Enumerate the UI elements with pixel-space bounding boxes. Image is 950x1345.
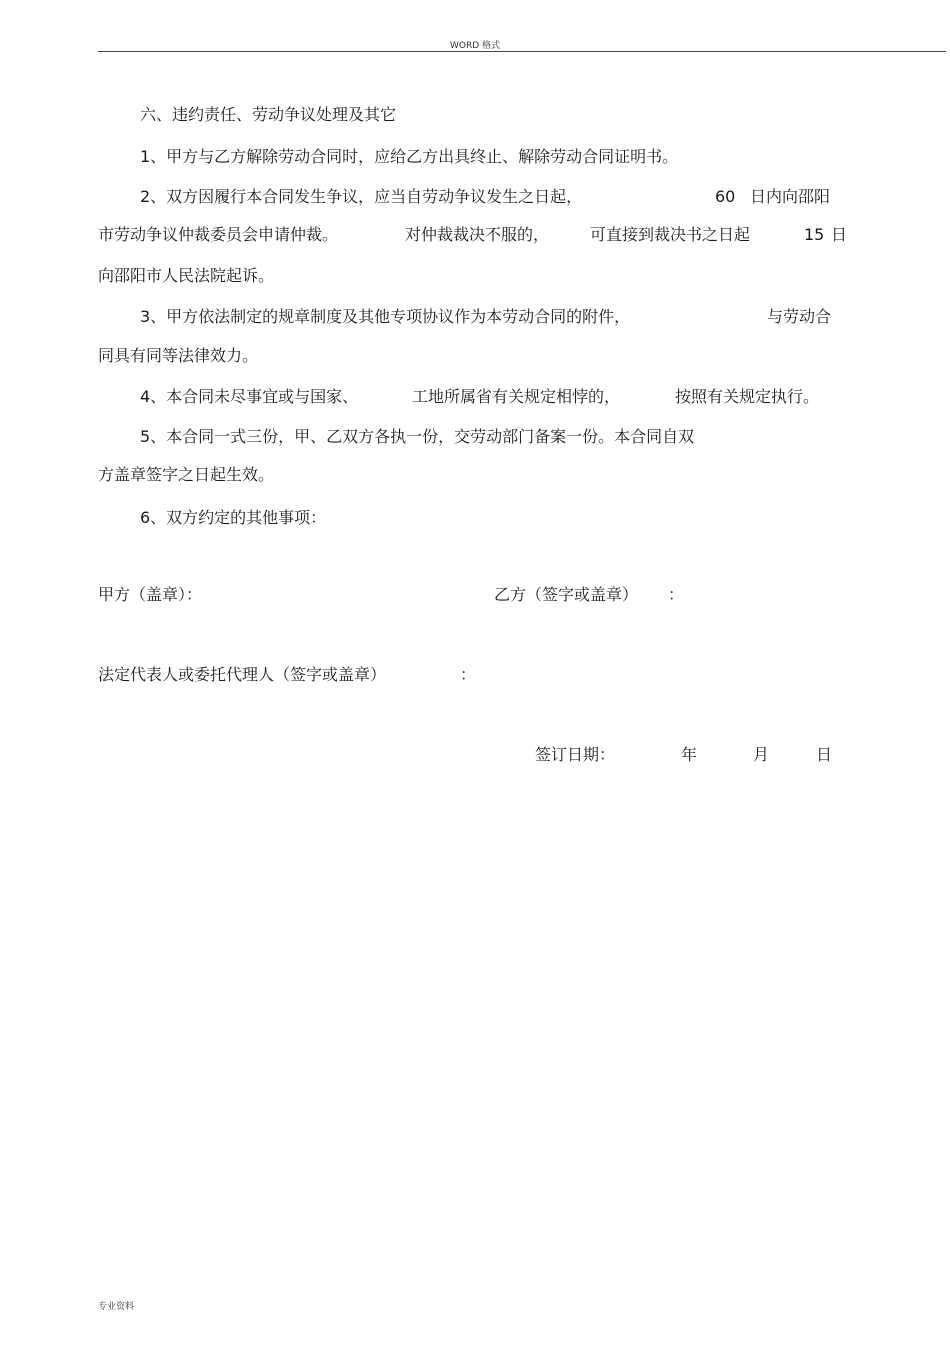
- clause-3-line-1a: 3、甲方依法制定的规章制度及其他专项协议作为本劳动合同的附件，: [140, 307, 631, 326]
- clause-1: 1、甲方与乙方解除劳动合同时，应给乙方出具终止、解除劳动合同证明书。: [140, 147, 679, 166]
- date-year-label: 年: [681, 745, 698, 764]
- page-footer: 专业资料: [98, 1302, 135, 1312]
- sign-date-label: 签订日期：: [535, 745, 616, 764]
- clause-2-line-2b: 对仲裁裁决不服的，: [405, 225, 550, 244]
- clause-6: 6、双方约定的其他事项：: [140, 508, 327, 527]
- legal-rep-colon: ：: [460, 665, 477, 684]
- section-title: 六、违约责任、劳动争议处理及其它: [140, 105, 397, 124]
- legal-rep-sign-label: 法定代表人或委托代理人（签字或盖章）: [98, 665, 387, 684]
- clause-5-line-1: 5、本合同一式三份，甲、乙双方各执一份，交劳动部门备案一份。本合同自双: [140, 427, 695, 446]
- clause-4-part-c: 按照有关规定执行。: [675, 387, 820, 406]
- party-b-sign-label: 乙方（签字或盖章）: [494, 585, 639, 604]
- clause-2-days-15: 15: [804, 225, 825, 244]
- clause-2-line-2c: 可直接到裁决书之日起: [590, 225, 751, 244]
- party-a-seal-label: 甲方（盖章）：: [98, 585, 203, 604]
- header-rule: [98, 51, 946, 52]
- clause-2-line-1c: 日内向邵阳: [750, 187, 831, 206]
- clause-5-line-2: 方盖章签字之日起生效。: [98, 465, 275, 484]
- clause-2-line-1a: 2、双方因履行本合同发生争议，应当自劳动争议发生之日起，: [140, 187, 583, 206]
- clause-2-line-2e: 日: [831, 225, 848, 244]
- clause-3-line-2: 同具有同等法律效力。: [98, 346, 259, 365]
- party-b-colon: ：: [668, 585, 685, 604]
- clause-4-part-b: 工地所属省有关规定相悖的，: [412, 387, 621, 406]
- page-header: WORD 格式: [449, 41, 501, 51]
- date-month-label: 月: [753, 745, 770, 764]
- clause-2-line-2a: 市劳动争议仲裁委员会申请仲裁。: [98, 225, 339, 244]
- clause-2-days-60: 60: [715, 187, 736, 206]
- date-day-label: 日: [816, 745, 833, 764]
- clause-4-part-a: 4、本合同未尽事宜或与国家、: [140, 387, 359, 406]
- clause-3-line-1b: 与劳动合: [767, 307, 832, 326]
- clause-2-line-3: 向邵阳市人民法院起诉。: [98, 266, 275, 285]
